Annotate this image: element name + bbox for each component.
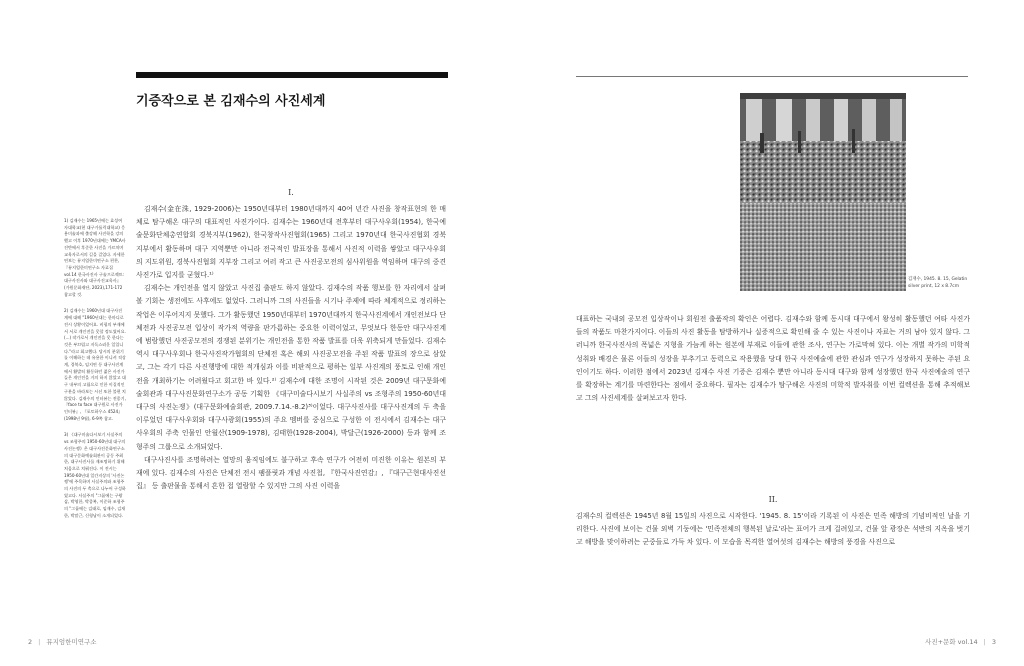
- body-paragraph: 김재수의 컬렉션은 1945년 8월 15일의 사진으로 시작한다. '1945. 8. 15'이라 기록된 이 사진은 민족 해방의 기념비적인 날을 기리한다. 사진에 보이는 건물 외벽 기둥에는 '민족전체의 행복된 날로'라는 표어가 크게 걸려있고, 건물 앞 광장은 석반의 지옥을 벗기고 해방을 맞이하려는 군중들로 가득 차 있다. 이 모습을 목격한 열여섯의 김재수는 해방의 풍경을 사진으로: [576, 512, 970, 547]
- body-paragraph: 김재수는 개인전을 열지 않았고 사진집 출판도 하지 않았다. 김재수의 작품 행보를 한 자리에서 살펴볼 기회는 생전에도 사후에도 없었다. 그러니까 그의 사진들을 시기나 주제에 따라 체계적으로 정리하는 작업은 이루어지지 못했다. 그가 활동했던 1950년대부터 1970년대까지 한국사진계에서 개인전보다 단체전과 사진공모전 입상이 작가적 역량을 판가름하는 중요한 이력이었고, 무엇보다 한동안 대구사진계에 범람했던 사진공모전의 경쟁된 분위기는 개인전을 통한 작품 발표를 더욱 위축되게 만들었다. 김재수 역시 대구사우회나 한국사진작가협회의 단체전 혹은 해외 사진공모전을 주된 작품 발표의 장으로 삼았고, 그는 각기 다른 사진행방에 대한 적개심과 이를 비판적으로 평하는 일부 사진계의 풍토로 인해 개인전을 개최하기는 어려웠다고 회고한 바 있다.²⁾ 김재수에 대한 조명이 시작된 것은 2009년 대구문화예술회관과 대구사진문화연구소가 공동 기획한 《대구미술다시보기 사실주의 vs 조형주의 1950-60년대 대구의 사진논쟁》(대구문화예술회관, 2009.7.14.-8.2)³⁾이었다. 대구사진사를 대구사진계의 두 축을 이루었던 대구사우회와 대구사광회(1955)의 주요 멤버를 중심으로 구성한 이 전시에서 김재수는 대구사우회의 주축 인물인 안월산(1909-1978), 김태한(1928-2004), 박달근(1926-2000) 등과 함께 조형주의 그룹으로 소개되었다.: [136, 284, 446, 451]
- footnotes: [64, 218, 126, 530]
- top-rule: [576, 76, 968, 77]
- historical-photo: [740, 93, 906, 291]
- photo-image: [740, 93, 906, 291]
- footer-right: 사진+문화 vol.14 | 3: [925, 638, 996, 646]
- body-text-right: [576, 313, 970, 405]
- photo-caption: 김재수, 1945. 8. 15, Gelatin silver print, 12 x 8.7cm: [908, 277, 968, 289]
- page-number: 3: [991, 638, 996, 646]
- body-paragraph: 김재수(金在洙, 1929-2006)는 1950년대부터 1980년대까지 40여 년간 사진을 창작표현의 한 매체로 탐구해온 대구의 대표적인 사진가이다. 김재수는 1960년대 전후부터 대구사우회(1954), 한국예술문화단체총연합회 경북지부(1962), 한국창작사진협회(1965) 그리고 1970년대 한국사진협회 경북지부에서 활동하며 대구 지역뿐만 아니라 전국적인 발표장을 통해서 사진적 이력을 쌓았고 대구사우회의 지도위원, 경북사진협회 지부장 그리고 여러 작고 큰 사진공모전의 심사위원을 역임하며 대구의 중견 사진가로 입지를 굳혔다.¹⁾: [136, 205, 446, 280]
- page-number: 2: [28, 638, 33, 646]
- body-paragraph: 대표하는 국내외 공모전 입상작이나 회원전 출품작의 확인은 어렵다. 김재수와 함께 동시대 대구에서 왕성히 활동했던 여타 사진가들의 작품도 마찬가지이다. 이들의 사진 활동을 탐방하거나 실증적으로 확인해 줄 수 있는 사진이나 자료는 거의 남아 있지 않다. 그러니까 한국사진사의 폭넓은 지형을 가늠케 하는 원본에 부재로 이들에 관한 조사, 연구는 가로막혀 있다. 이는 개별 작가의 미학적 성취와 배경은 물론 이들의 성장을 부추기고 동력으로 작용했을 당대 한국 사진예술에 관한 관심과 연구가 성장하지 못하는 주된 요인이기도 하다. 이러한 점에서 2023년 김재수 사진 기증은 김재수 뿐만 아니라 동시대 대구와 함께 성장했던 한국 사진예술의 연구를 확장하는 계기를 마련한다는 점에서 중요하다. 필자는 김재수가 탐구해온 사진의 미학적 발자취를 이번 컬렉션을 통해 추적해보고 그의 사진세계를 살펴보고자 한다.: [576, 315, 970, 403]
- publisher-name: 뮤지엄한미연구소: [46, 638, 97, 646]
- footnote-3: 3) 《대구미술다시보기 사실주의 vs 조형주의 1950-60년대 대구의 사진논쟁》은 대구사진문화연구소의 대구문화예술회관이 공동 주최한, 대구사진사를 재조명하기 위해 처음으로 치뤄진다. 이 전시는 1950-60년대 일간지상의 '사진논쟁'에 주목하며 사실주의와 조형주의 사진의 두 축으로 나누어 구성하였고다. 사실주의 "그룹에는 구왕삼, 박영한, 박종복, 이준하 조형주의 "그룹에는 김태로, 임재수, 김재한, 박말근, 신형남이 소개되었다.: [64, 432, 126, 518]
- heading-rule: [136, 72, 448, 78]
- footer-left: 2 | 뮤지엄한미연구소: [28, 638, 97, 646]
- section-number-2: II.: [768, 495, 778, 504]
- right-page: [512, 0, 1024, 666]
- series-title: 사진+문화 vol.14: [925, 638, 978, 646]
- body-text-left: [136, 203, 446, 493]
- article-title: 기증작으로 본 김재수의 사진세계: [136, 94, 326, 109]
- footnote-1: 1) 김재수는 1965년에는 효성여자대학교(현 대구가톨릭대학교) 응용미술과에 출강해 사진학을 강의했고 이후 1970년대에는 YMCA사진반에서 후준한 사진을 가르치며 교육자로서의 길을 걸었다. 자세한 연보는 뮤지엄한미연구소 편찬, 『뮤지엄한미연구소 자료집 vol.14 한국사진사 구술프로젝트: 대구사진사와 대구사진교육사』(가원문화재단, 2023),171-172 참고할 것.: [64, 218, 126, 297]
- body-paragraph: 대구사진사를 조명하려는 열망의 움직임에도 불구하고 후속 연구가 여전히 미진한 이유는 원본의 부재에 있다. 김재수의 사진은 단체전 전시 팸플릿과 개념 사진첩, 『한국사진연감』, 『대구근현대사진선집』 등 출판물을 통해서 흔한 접 열람할 수 있지만 그의 사진 이력을: [136, 455, 446, 491]
- section-number-1: I.: [288, 188, 294, 197]
- footnote-2: 2) 김재수는 1960년대 대구사진계에 대해 "1960년대는 한마디로 전시 상황이었어요. 비평의 부재에서 서로 개인전을 못할 정도였어요. (...) 작가로서 개인전을 못 한다는 것은 부끄럽고 지독스러운 일입니다."라고 회고했다. 당시의 분위기를 이해하는 데 유용한 이니셔 적상계, 경북호, 임지연 등 대구사진계에서 활발히 활동하던 젊은 사진가들은 개인전을 거의 하지 않았고 대구 내부의 고립으로 인한 이질적인 구분을 바라보는 시선 또한 불편 치 않았다. 김재수의 인터뷰는 전종기, 『face to face 대구원로 사진가 인터뷰』, 『포토하우스 4524』 (1998년 9월), 6-9쪽 참고.: [64, 308, 126, 421]
- body-text-section-2: [576, 510, 970, 550]
